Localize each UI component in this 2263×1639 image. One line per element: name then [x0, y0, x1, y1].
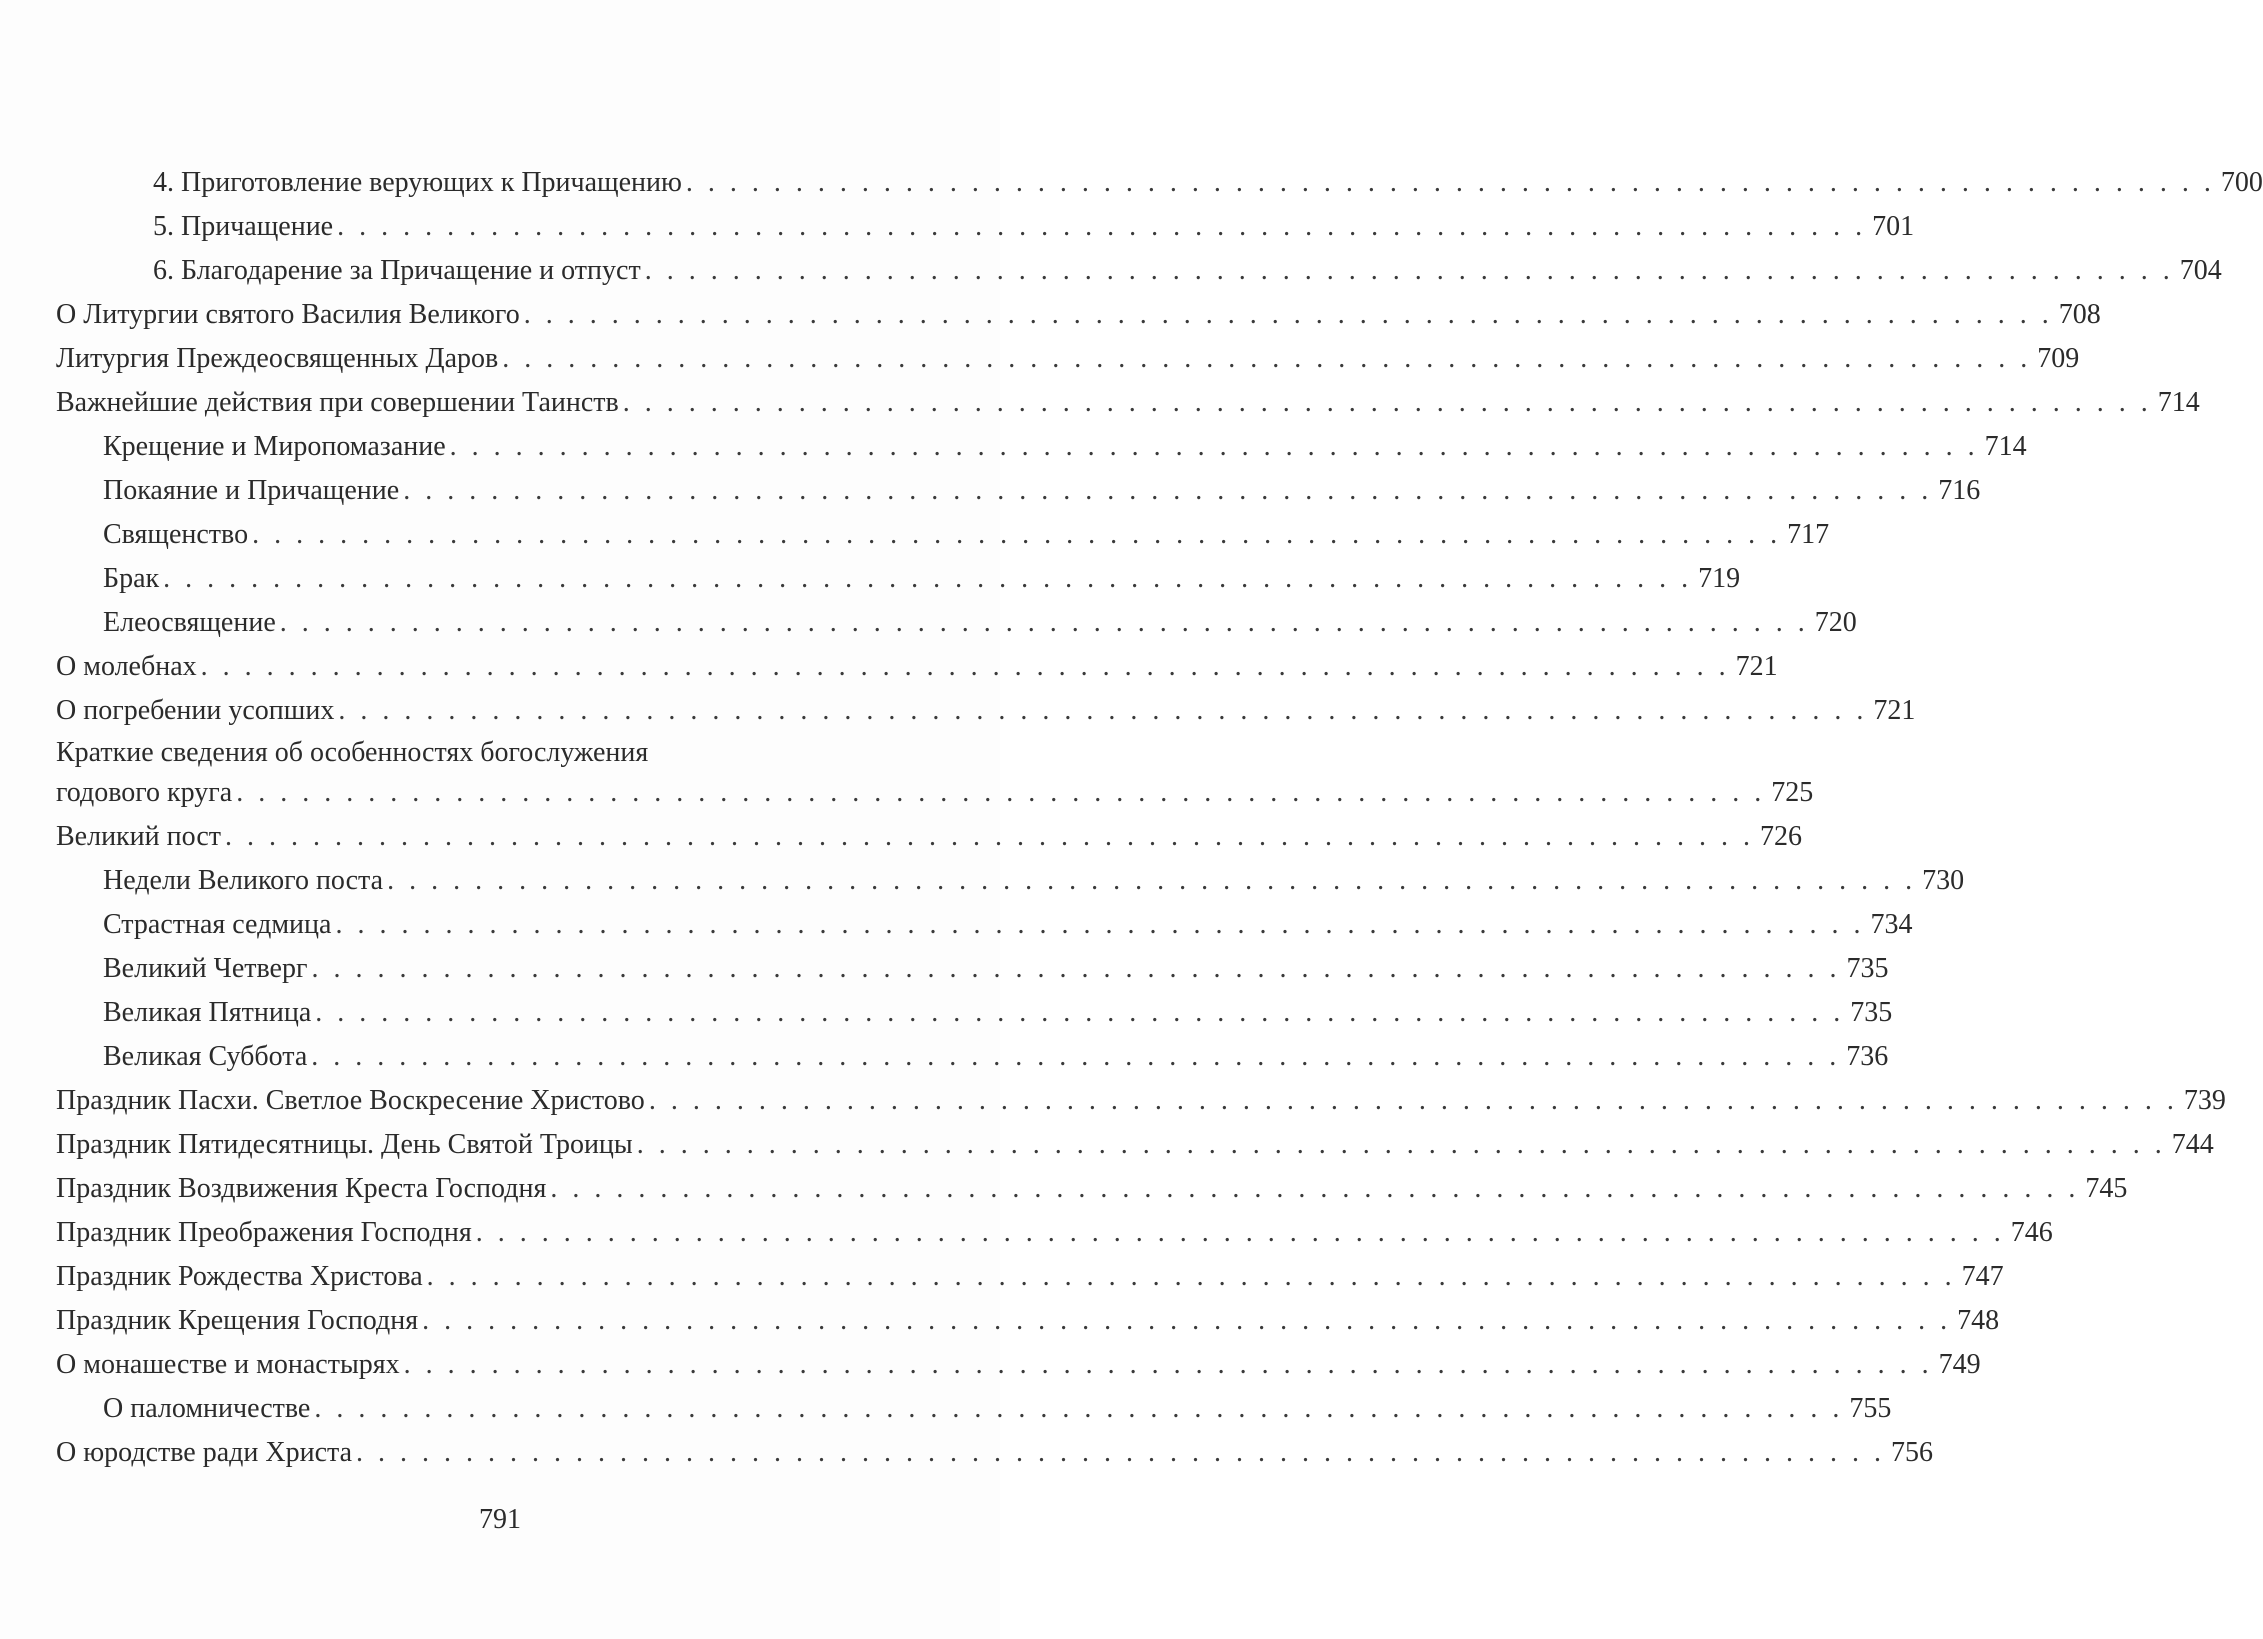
dot-leader: . . . . . . . . . . . . . . . . . . . . . . . . . . . . . . . . . . . . . . . . . . . . . . . . . . . . . . . . . . . . . . . . . . . . . . — [475, 1217, 2005, 1248]
toc-entry — [56, 1211, 2053, 1255]
dot-leader: . . . . . . . . . . . . . . . . . . . . . . . . . . . . . . . . . . . . . . . . . . . . . . . . . . . . . . . . . . . . . . . . . . . . . . — [252, 519, 1782, 550]
toc-entry-title: 6. Благодарение за Причащение и отпуст — [153, 255, 641, 286]
toc-entry — [56, 381, 2200, 425]
dot-leader: . . . . . . . . . . . . . . . . . . . . . . . . . . . . . . . . . . . . . . . . . . . . . . . . . . . . . . . . . . . . . . . . . . . . . . — [550, 1173, 2080, 1204]
dot-leader: . . . . . . . . . . . . . . . . . . . . . . . . . . . . . . . . . . . . . . . . . . . . . . . . . . . . . . . . . . . . . . . . . . . . . . — [337, 211, 1867, 242]
dot-leader: . . . . . . . . . . . . . . . . . . . . . . . . . . . . . . . . . . . . . . . . . . . . . . . . . . . . . . . . . . . . . . . . . . . . . . — [426, 1261, 1956, 1292]
toc-entry-title: Елеосвящение — [103, 607, 276, 638]
toc-entry-title: 5. Причащение — [153, 211, 334, 242]
toc-entry-page: 709 — [2037, 343, 2080, 374]
toc-entry-page: 739 — [2183, 1085, 2226, 1116]
toc-entry-title: годового круга — [56, 777, 233, 808]
toc-entry — [56, 469, 1981, 513]
toc-entry-page: 747 — [1961, 1261, 2004, 1292]
dot-leader: . . . . . . . . . . . . . . . . . . . . . . . . . . . . . . . . . . . . . . . . . . . . . . . . . . . . . . . . . . . . . . . . . . . . . . — [387, 865, 1917, 896]
toc-entry-page: 700 — [2220, 167, 2263, 198]
toc-entry-title: О монашестве и монастырях — [56, 1349, 400, 1380]
toc-entry-title: Праздник Крещения Господня — [56, 1305, 419, 1336]
toc-entry-title: О юродстве ради Христа — [56, 1437, 353, 1468]
toc-entry-page: 748 — [1957, 1305, 2000, 1336]
toc-entry-title: О паломничестве — [103, 1393, 311, 1424]
toc-entry — [56, 645, 1778, 689]
toc-entry — [56, 733, 1814, 815]
toc-entry-title: Крещение и Миропомазание — [103, 431, 446, 462]
toc-entry-page: 736 — [1846, 1041, 1889, 1072]
dot-leader: . . . . . . . . . . . . . . . . . . . . . . . . . . . . . . . . . . . . . . . . . . . . . . . . . . . . . . . . . . . . . . . . . . . . . . — [403, 1349, 1933, 1380]
toc-entry-page: 755 — [1849, 1393, 1892, 1424]
dot-leader: . . . . . . . . . . . . . . . . . . . . . . . . . . . . . . . . . . . . . . . . . . . . . . . . . . . . . . . . . . . . . . . . . . . . . . — [622, 387, 2152, 418]
toc-entry-page: 730 — [1922, 865, 1965, 896]
dot-leader: . . . . . . . . . . . . . . . . . . . . . . . . . . . . . . . . . . . . . . . . . . . . . . . . . . . . . . . . . . . . . . . . . . . . . . — [311, 953, 1841, 984]
dot-leader: . . . . . . . . . . . . . . . . . . . . . . . . . . . . . . . . . . . . . . . . . . . . . . . . . . . . . . . . . . . . . . . . . . . . . . — [236, 777, 1766, 808]
toc-entry-title: Страстная седмица — [103, 909, 332, 940]
toc-entry — [56, 1299, 2000, 1343]
dot-leader: . . . . . . . . . . . . . . . . . . . . . . . . . . . . . . . . . . . . . . . . . . . . . . . . . . . . . . . . . . . . . . . . . . . . . . — [200, 651, 1730, 682]
toc-entry — [56, 859, 1965, 903]
toc-entry — [56, 1123, 2214, 1167]
toc-entry-title: О погребении усопших — [56, 695, 335, 726]
toc-entry-page: 717 — [1787, 519, 1830, 550]
toc-entry-title: О Литургии святого Василия Великого — [56, 299, 520, 330]
toc-entry-title: Праздник Пасхи. Светлое Воскресение Христово — [56, 1085, 645, 1116]
toc-entry-page: 726 — [1759, 821, 1802, 852]
toc-entry — [56, 815, 1802, 859]
toc-entry — [56, 425, 2027, 469]
dot-leader: . . . . . . . . . . . . . . . . . . . . . . . . . . . . . . . . . . . . . . . . . . . . . . . . . . . . . . . . . . . . . . . . . . . . . . — [449, 431, 1979, 462]
dot-leader: . . . . . . . . . . . . . . . . . . . . . . . . . . . . . . . . . . . . . . . . . . . . . . . . . . . . . . . . . . . . . . . . . . . . . . — [523, 299, 2053, 330]
dot-leader: . . . . . . . . . . . . . . . . . . . . . . . . . . . . . . . . . . . . . . . . . . . . . . . . . . . . . . . . . . . . . . . . . . . . . . — [311, 1041, 1841, 1072]
toc-entry — [56, 1167, 2128, 1211]
dot-leader: . . . . . . . . . . . . . . . . . . . . . . . . . . . . . . . . . . . . . . . . . . . . . . . . . . . . . . . . . . . . . . . . . . . . . . — [422, 1305, 1952, 1336]
toc-entry-page: 714 — [2157, 387, 2200, 418]
dot-leader: . . . . . . . . . . . . . . . . . . . . . . . . . . . . . . . . . . . . . . . . . . . . . . . . . . . . . . . . . . . . . . . . . . . . . . — [502, 343, 2032, 374]
toc-entry-title: Праздник Рождества Христова — [56, 1261, 423, 1292]
toc-entry — [56, 903, 1913, 947]
toc-entry-title: Праздник Преображения Господня — [56, 1217, 472, 1248]
dot-leader: . . . . . . . . . . . . . . . . . . . . . . . . . . . . . . . . . . . . . . . . . . . . . . . . . . . . . . . . . . . . . . . . . . . . . . — [335, 909, 1865, 940]
toc-entry — [56, 337, 2080, 381]
toc-entry-title: 4. Приготовление верующих к Причащению — [153, 167, 682, 198]
page-number: 791 — [479, 1504, 521, 1535]
toc-entry-page: 719 — [1698, 563, 1741, 594]
toc-entry — [56, 601, 1857, 645]
toc-entry — [56, 161, 2263, 205]
toc-entry-title: Недели Великого поста — [103, 865, 384, 896]
toc-entry-page: 735 — [1850, 997, 1893, 1028]
dot-leader: . . . . . . . . . . . . . . . . . . . . . . . . . . . . . . . . . . . . . . . . . . . . . . . . . . . . . . . . . . . . . . . . . . . . . . — [163, 563, 1693, 594]
toc-entry — [56, 249, 2222, 293]
toc-entry-page: 725 — [1771, 777, 1814, 808]
toc-entry — [56, 1035, 1889, 1079]
dot-leader: . . . . . . . . . . . . . . . . . . . . . . . . . . . . . . . . . . . . . . . . . . . . . . . . . . . . . . . . . . . . . . . . . . . . . . — [279, 607, 1809, 638]
toc-entry — [56, 991, 1893, 1035]
toc-entry — [56, 205, 1915, 249]
toc-entry-page: 749 — [1938, 1349, 1981, 1380]
toc-entry — [56, 557, 1741, 601]
dot-leader: . . . . . . . . . . . . . . . . . . . . . . . . . . . . . . . . . . . . . . . . . . . . . . . . . . . . . . . . . . . . . . . . . . . . . . — [636, 1129, 2166, 1160]
toc-entry-page: 756 — [1891, 1437, 1934, 1468]
toc-entry-title: Великая Пятница — [103, 997, 312, 1028]
dot-leader: . . . . . . . . . . . . . . . . . . . . . . . . . . . . . . . . . . . . . . . . . . . . . . . . . . . . . . . . . . . . . . . . . . . . . . — [224, 821, 1754, 852]
toc-entry — [56, 1431, 1934, 1475]
dot-leader: . . . . . . . . . . . . . . . . . . . . . . . . . . . . . . . . . . . . . . . . . . . . . . . . . . . . . . . . . . . . . . . . . . . . . . — [648, 1085, 2178, 1116]
toc-entry-page: 721 — [1735, 651, 1778, 682]
toc-entry-page: 708 — [2058, 299, 2101, 330]
toc-entry-page: 721 — [1873, 695, 1916, 726]
toc-entry-page: 714 — [1984, 431, 2027, 462]
toc-entry — [56, 1387, 1892, 1431]
toc-entry — [56, 513, 1830, 557]
toc-entry-page: 716 — [1938, 475, 1981, 506]
toc-entry-title: Праздник Пятидесятницы. День Святой Троицы — [56, 1129, 633, 1160]
dot-leader: . . . . . . . . . . . . . . . . . . . . . . . . . . . . . . . . . . . . . . . . . . . . . . . . . . . . . . . . . . . . . . . . . . . . . . — [403, 475, 1933, 506]
toc-entry — [56, 1079, 2226, 1123]
toc-entry-page: 744 — [2171, 1129, 2214, 1160]
toc-entry-page: 701 — [1872, 211, 1915, 242]
toc-entry-title: Великий пост — [56, 821, 221, 852]
toc-entry-page: 704 — [2179, 255, 2222, 286]
toc-entry-title: Священство — [103, 519, 249, 550]
dot-leader: . . . . . . . . . . . . . . . . . . . . . . . . . . . . . . . . . . . . . . . . . . . . . . . . . . . . . . . . . . . . . . . . . . . . . . — [685, 167, 2215, 198]
toc-entry-continuation — [56, 773, 1814, 815]
dot-leader: . . . . . . . . . . . . . . . . . . . . . . . . . . . . . . . . . . . . . . . . . . . . . . . . . . . . . . . . . . . . . . . . . . . . . . — [356, 1437, 1886, 1468]
toc-entry — [56, 689, 1916, 733]
toc-entry — [56, 293, 2101, 337]
toc-entry-title: Брак — [103, 563, 160, 594]
dot-leader: . . . . . . . . . . . . . . . . . . . . . . . . . . . . . . . . . . . . . . . . . . . . . . . . . . . . . . . . . . . . . . . . . . . . . . — [315, 997, 1845, 1028]
toc-entry-page: 720 — [1814, 607, 1857, 638]
toc-entry-title: Литургия Преждеосвященных Даров — [56, 343, 499, 374]
toc-entry-page: 746 — [2010, 1217, 2053, 1248]
toc-entry-title: Великая Суббота — [103, 1041, 308, 1072]
toc-entry-title: Великий Четверг — [103, 953, 308, 984]
toc-entry-title: О молебнах — [56, 651, 197, 682]
toc-entry-title: Покаяние и Причащение — [103, 475, 400, 506]
toc-entry-title: Важнейшие действия при совершении Таинств — [56, 387, 619, 418]
toc-entry — [56, 947, 1889, 991]
toc-entry — [56, 1255, 2004, 1299]
toc-entry-page: 745 — [2085, 1173, 2128, 1204]
table-of-contents — [56, 161, 2263, 1475]
toc-entry — [56, 1343, 1981, 1387]
dot-leader: . . . . . . . . . . . . . . . . . . . . . . . . . . . . . . . . . . . . . . . . . . . . . . . . . . . . . . . . . . . . . . . . . . . . . . — [314, 1393, 1844, 1424]
toc-entry-page: 734 — [1870, 909, 1913, 940]
toc-entry-title: Праздник Воздвижения Креста Господня — [56, 1173, 547, 1204]
dot-leader: . . . . . . . . . . . . . . . . . . . . . . . . . . . . . . . . . . . . . . . . . . . . . . . . . . . . . . . . . . . . . . . . . . . . . . — [338, 695, 1868, 726]
toc-entry-title: Краткие сведения об особенностях богослужения — [56, 737, 649, 768]
dot-leader: . . . . . . . . . . . . . . . . . . . . . . . . . . . . . . . . . . . . . . . . . . . . . . . . . . . . . . . . . . . . . . . . . . . . . . — [644, 255, 2174, 286]
toc-entry-page: 735 — [1846, 953, 1889, 984]
